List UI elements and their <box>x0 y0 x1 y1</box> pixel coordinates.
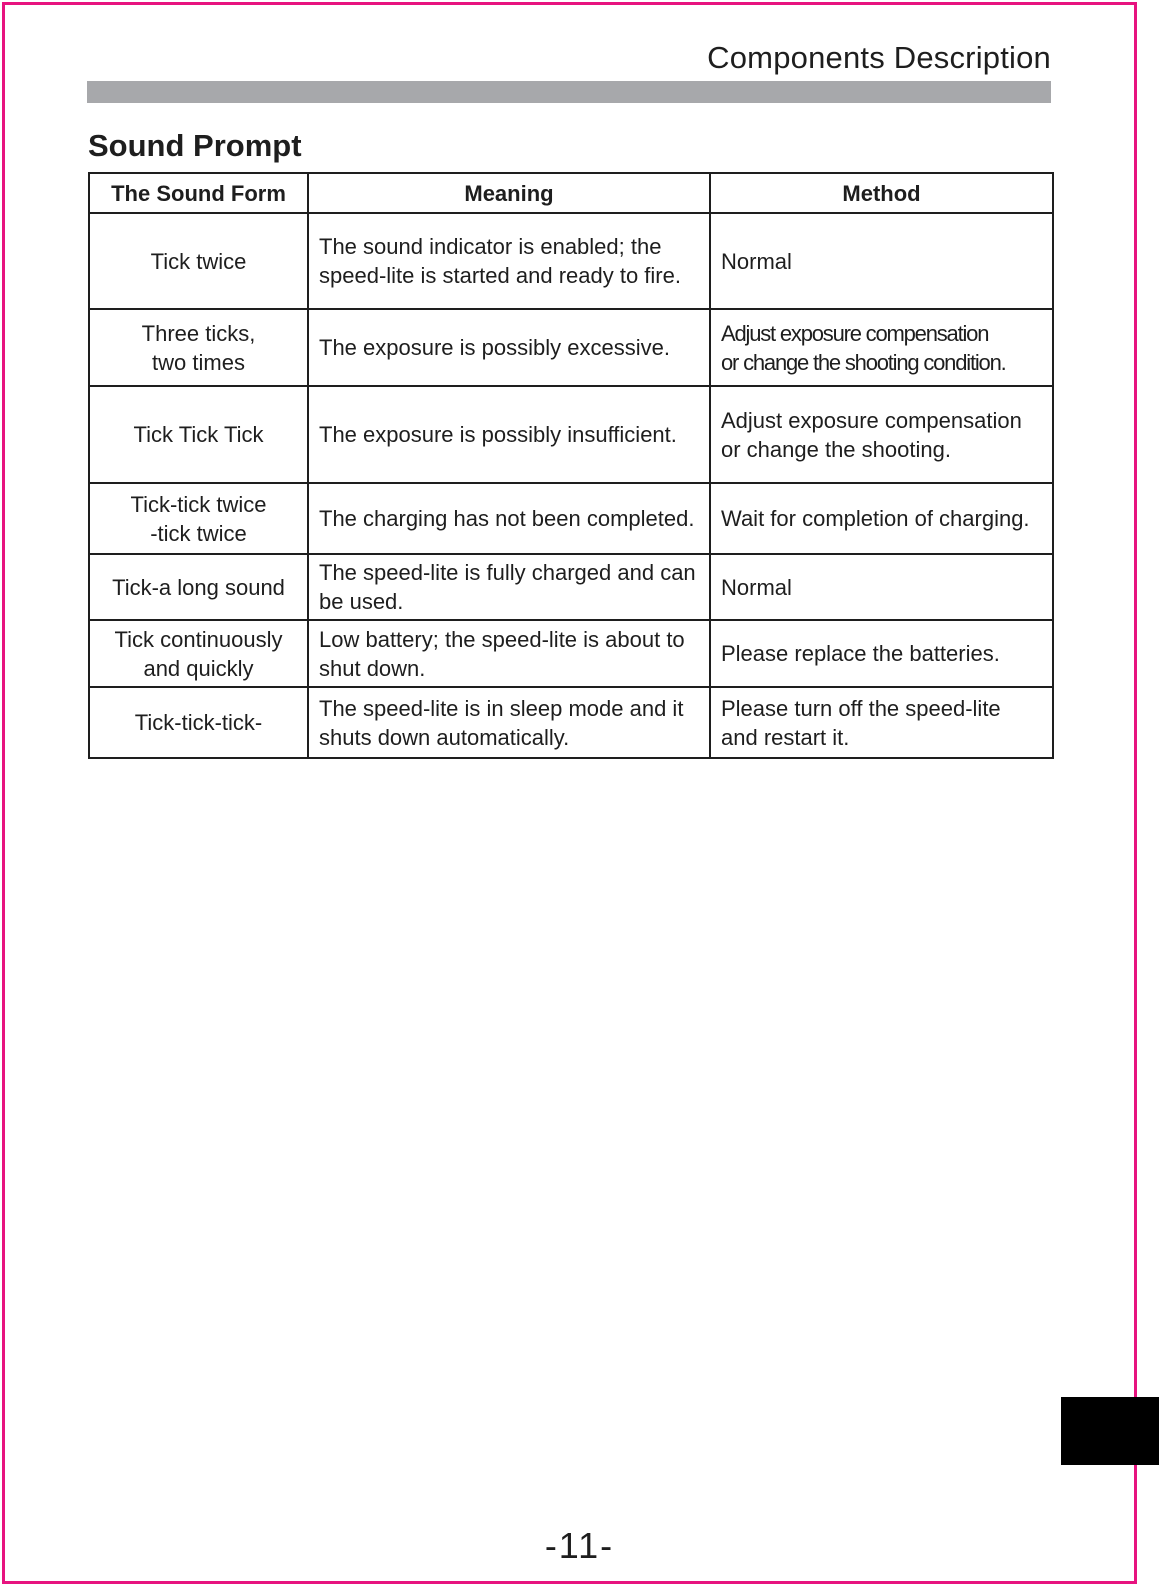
sound-prompt-table <box>88 172 1054 759</box>
column-header-meaning: Meaning <box>308 173 710 213</box>
sound-form-cell: Tick Tick Tick <box>89 386 308 483</box>
method-cell: Please replace the batteries. <box>710 620 1053 687</box>
meaning-cell: The charging has not been completed. <box>308 483 710 554</box>
meaning-cell: The speed-lite is fully charged and can be used. <box>308 554 710 620</box>
sound-form-cell: Tick continuously and quickly <box>89 620 308 687</box>
method-cell: Adjust exposure compensation or change the shooting condition. <box>710 309 1053 386</box>
meaning-cell: Low battery; the speed-lite is about to shut down. <box>308 620 710 687</box>
column-header-sound-form: The Sound Form <box>89 173 308 213</box>
header-bar <box>87 81 1051 103</box>
meaning-cell: The exposure is possibly excessive. <box>308 309 710 386</box>
table-row <box>89 483 1053 554</box>
table-row <box>89 386 1053 483</box>
sound-form-cell: Tick-a long sound <box>89 554 308 620</box>
section-title: Sound Prompt <box>88 128 302 163</box>
side-tab-marker <box>1061 1397 1159 1465</box>
method-cell: Normal <box>710 554 1053 620</box>
table-row <box>89 620 1053 687</box>
method-cell: Adjust exposure compensation or change the shooting. <box>710 386 1053 483</box>
method-cell: Please turn off the speed-lite and restart it. <box>710 687 1053 758</box>
sound-form-cell: Three ticks, two times <box>89 309 308 386</box>
table-row <box>89 213 1053 309</box>
method-cell: Normal <box>710 213 1053 309</box>
header-title: Components Description <box>707 40 1051 75</box>
method-cell: Wait for completion of charging. <box>710 483 1053 554</box>
table-row <box>89 687 1053 758</box>
column-header-method: Method <box>710 173 1053 213</box>
meaning-cell: The sound indicator is enabled; the speed-lite is started and ready to fire. <box>308 213 710 309</box>
meaning-cell: The speed-lite is in sleep mode and it shuts down automatically. <box>308 687 710 758</box>
table-header-row <box>89 173 1053 213</box>
meaning-cell: The exposure is possibly insufficient. <box>308 386 710 483</box>
page-number: -11- <box>544 1525 615 1566</box>
table-row <box>89 309 1053 386</box>
table-row <box>89 554 1053 620</box>
sound-form-cell: Tick-tick twice -tick twice <box>89 483 308 554</box>
sound-form-cell: Tick-tick-tick- <box>89 687 308 758</box>
sound-form-cell: Tick twice <box>89 213 308 309</box>
